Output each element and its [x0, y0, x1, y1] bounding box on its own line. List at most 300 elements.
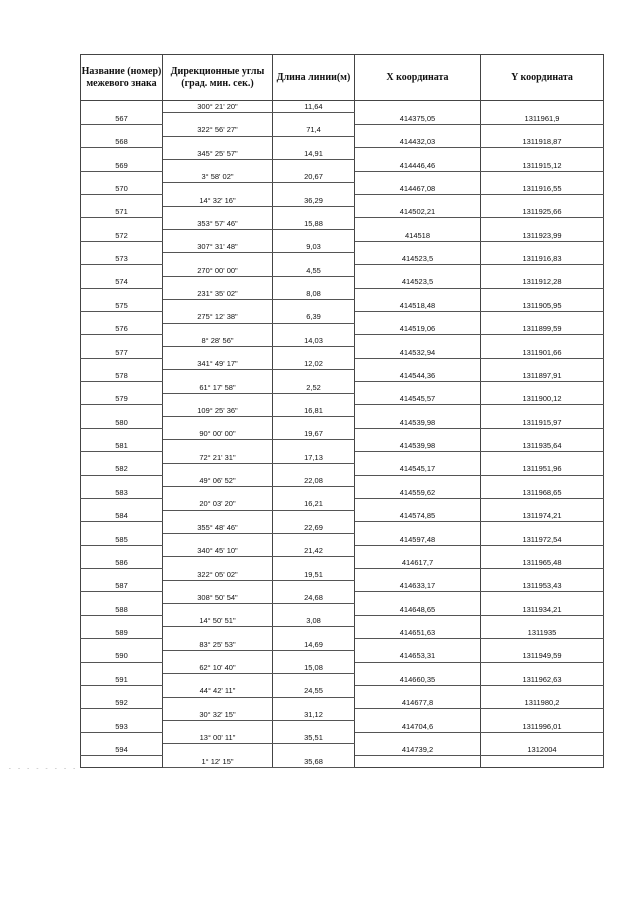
line-length-cell: 24,55 — [273, 685, 355, 697]
mark-name-cell: 587 — [81, 580, 163, 592]
segment-row — [81, 615, 604, 627]
segment-row — [81, 639, 604, 651]
mark-name-cell — [81, 405, 163, 417]
x-coordinate-cell: 414523,5 — [355, 253, 481, 265]
x-coordinate-cell: 414704,6 — [355, 720, 481, 732]
line-length-cell — [273, 276, 355, 288]
line-length-cell — [273, 697, 355, 709]
direction-angle-cell — [163, 650, 273, 662]
y-coordinate-cell — [481, 241, 604, 253]
x-coordinate-cell: 414446,46 — [355, 159, 481, 171]
mark-name-cell — [81, 288, 163, 300]
line-length-cell: 35,68 — [273, 756, 355, 768]
direction-angle-cell — [163, 580, 273, 592]
mark-name-cell: 572 — [81, 230, 163, 242]
y-coordinate-cell: 1311934,21 — [481, 604, 604, 616]
y-coordinate-cell: 1311915,12 — [481, 159, 604, 171]
x-coordinate-cell: 414539,98 — [355, 417, 481, 429]
mark-name-cell — [81, 124, 163, 136]
y-coordinate-cell — [481, 195, 604, 207]
segment-row — [81, 358, 604, 370]
x-coordinate-cell: 414617,7 — [355, 557, 481, 569]
y-coordinate-cell — [481, 382, 604, 394]
direction-angle-cell: 322° 05' 02" — [163, 569, 273, 581]
line-length-cell: 14,69 — [273, 639, 355, 651]
direction-angle-cell — [163, 697, 273, 709]
segment-row — [81, 545, 604, 557]
segment-row — [81, 498, 604, 510]
x-coordinate-cell — [355, 124, 481, 136]
direction-angle-cell — [163, 113, 273, 125]
direction-angle-cell — [163, 674, 273, 686]
mark-row — [81, 720, 604, 732]
line-length-cell: 20,67 — [273, 171, 355, 183]
y-coordinate-cell — [481, 522, 604, 534]
line-length-cell: 15,88 — [273, 218, 355, 230]
x-coordinate-cell: 414539,98 — [355, 440, 481, 452]
y-coordinate-cell — [481, 545, 604, 557]
line-length-cell — [273, 370, 355, 382]
mark-name-cell — [81, 475, 163, 487]
line-length-cell — [273, 183, 355, 195]
line-length-cell — [273, 463, 355, 475]
direction-angle-cell — [163, 136, 273, 148]
mark-row — [81, 323, 604, 335]
y-coordinate-cell: 1311897,91 — [481, 370, 604, 382]
mark-name-cell: 580 — [81, 417, 163, 429]
direction-angle-cell: 340° 45' 10" — [163, 545, 273, 557]
header-line-length: Длина линии(м) — [273, 55, 355, 101]
line-length-cell — [273, 674, 355, 686]
y-coordinate-cell — [481, 405, 604, 417]
x-coordinate-cell: 414518 — [355, 230, 481, 242]
direction-angle-cell: 307° 31' 48" — [163, 241, 273, 253]
line-length-cell: 19,67 — [273, 428, 355, 440]
line-length-cell: 17,13 — [273, 452, 355, 464]
mark-name-cell — [81, 382, 163, 394]
mark-name-cell: 579 — [81, 393, 163, 405]
mark-name-cell: 567 — [81, 113, 163, 125]
line-length-cell: 12,02 — [273, 358, 355, 370]
x-coordinate-cell: 414502,21 — [355, 206, 481, 218]
table-body — [81, 101, 604, 768]
mark-row — [81, 697, 604, 709]
direction-angle-cell — [163, 744, 273, 756]
segment-row — [81, 405, 604, 417]
y-coordinate-cell — [481, 475, 604, 487]
line-length-cell: 31,12 — [273, 709, 355, 721]
y-coordinate-cell — [481, 428, 604, 440]
line-length-cell: 2,52 — [273, 382, 355, 394]
mark-row — [81, 206, 604, 218]
x-coordinate-cell: 414648,65 — [355, 604, 481, 616]
y-coordinate-cell: 1311968,65 — [481, 487, 604, 499]
y-coordinate-cell: 1311918,87 — [481, 136, 604, 148]
mark-name-cell — [81, 498, 163, 510]
segment-row — [81, 124, 604, 136]
line-length-cell: 8,08 — [273, 288, 355, 300]
x-coordinate-cell: 414518,48 — [355, 300, 481, 312]
y-coordinate-cell — [481, 732, 604, 744]
line-length-cell: 22,69 — [273, 522, 355, 534]
direction-angle-cell — [163, 323, 273, 335]
y-coordinate-cell — [481, 218, 604, 230]
direction-angle-cell — [163, 230, 273, 242]
mark-name-cell — [81, 195, 163, 207]
header-y-coordinate: Y координата — [481, 55, 604, 101]
segment-row — [81, 148, 604, 160]
direction-angle-cell: 322° 56' 27" — [163, 124, 273, 136]
segment-row — [81, 218, 604, 230]
x-coordinate-cell — [355, 498, 481, 510]
mark-name-cell: 590 — [81, 650, 163, 662]
mark-name-cell: 578 — [81, 370, 163, 382]
line-length-cell — [273, 720, 355, 732]
mark-name-cell: 568 — [81, 136, 163, 148]
mark-name-cell — [81, 545, 163, 557]
segment-row — [81, 685, 604, 697]
y-coordinate-cell — [481, 639, 604, 651]
line-length-cell: 3,08 — [273, 615, 355, 627]
direction-angle-cell: 231° 35' 02" — [163, 288, 273, 300]
mark-name-cell — [81, 358, 163, 370]
x-coordinate-cell — [355, 265, 481, 277]
x-coordinate-cell: 414432,03 — [355, 136, 481, 148]
y-coordinate-cell: 1311949,59 — [481, 650, 604, 662]
x-coordinate-cell — [355, 195, 481, 207]
line-length-cell: 11,64 — [273, 101, 355, 113]
mark-row — [81, 370, 604, 382]
y-coordinate-cell: 1311923,99 — [481, 230, 604, 242]
segment-row — [81, 756, 604, 768]
x-coordinate-cell: 414519,06 — [355, 323, 481, 335]
mark-name-cell — [81, 101, 163, 113]
mark-name-cell: 585 — [81, 533, 163, 545]
line-length-cell: 15,08 — [273, 662, 355, 674]
y-coordinate-cell: 1312004 — [481, 744, 604, 756]
direction-angle-cell: 275° 12' 38" — [163, 311, 273, 323]
line-length-cell — [273, 510, 355, 522]
x-coordinate-cell: 414545,17 — [355, 463, 481, 475]
segment-row — [81, 382, 604, 394]
line-length-cell: 21,42 — [273, 545, 355, 557]
y-coordinate-cell: 1311935,64 — [481, 440, 604, 452]
mark-name-cell: 569 — [81, 159, 163, 171]
mark-name-cell: 589 — [81, 627, 163, 639]
y-coordinate-cell: 1311912,28 — [481, 276, 604, 288]
mark-row — [81, 650, 604, 662]
y-coordinate-cell: 1311916,83 — [481, 253, 604, 265]
x-coordinate-cell: 414375,05 — [355, 113, 481, 125]
segment-row — [81, 662, 604, 674]
line-length-cell — [273, 113, 355, 125]
y-coordinate-cell: 1311974,21 — [481, 510, 604, 522]
x-coordinate-cell — [355, 452, 481, 464]
mark-name-cell: 586 — [81, 557, 163, 569]
mark-row — [81, 440, 604, 452]
direction-angle-cell: 8° 28' 56" — [163, 335, 273, 347]
x-coordinate-cell — [355, 288, 481, 300]
line-length-cell: 19,51 — [273, 569, 355, 581]
mark-name-cell — [81, 311, 163, 323]
direction-angle-cell: 355° 48' 46" — [163, 522, 273, 534]
y-coordinate-cell — [481, 569, 604, 581]
x-coordinate-cell — [355, 241, 481, 253]
line-length-cell — [273, 650, 355, 662]
direction-angle-cell: 62° 10' 40" — [163, 662, 273, 674]
mark-name-cell: 581 — [81, 440, 163, 452]
y-coordinate-cell — [481, 148, 604, 160]
x-coordinate-cell — [355, 662, 481, 674]
y-coordinate-cell: 1311925,66 — [481, 206, 604, 218]
mark-row — [81, 487, 604, 499]
segment-row — [81, 475, 604, 487]
mark-row — [81, 627, 604, 639]
y-coordinate-cell — [481, 452, 604, 464]
x-coordinate-cell — [355, 545, 481, 557]
y-coordinate-cell — [481, 685, 604, 697]
line-length-cell — [273, 159, 355, 171]
mark-name-cell — [81, 639, 163, 651]
mark-row — [81, 393, 604, 405]
y-coordinate-cell — [481, 592, 604, 604]
line-length-cell: 9,03 — [273, 241, 355, 253]
mark-name-cell — [81, 148, 163, 160]
header-mark-name: Название (номер) межевого знака — [81, 55, 163, 101]
direction-angle-cell: 61° 17' 58" — [163, 382, 273, 394]
x-coordinate-cell — [355, 475, 481, 487]
mark-row — [81, 159, 604, 171]
x-coordinate-cell — [355, 592, 481, 604]
line-length-cell — [273, 440, 355, 452]
direction-angle-cell — [163, 300, 273, 312]
line-length-cell — [273, 627, 355, 639]
direction-angle-cell: 72° 21' 31" — [163, 452, 273, 464]
y-coordinate-cell — [481, 265, 604, 277]
mark-row — [81, 604, 604, 616]
mark-row — [81, 744, 604, 756]
mark-name-cell — [81, 685, 163, 697]
y-coordinate-cell: 1311962,63 — [481, 674, 604, 686]
x-coordinate-cell: 414559,62 — [355, 487, 481, 499]
direction-angle-cell: 14° 50' 51" — [163, 615, 273, 627]
direction-angle-cell: 308° 50' 54" — [163, 592, 273, 604]
line-length-cell: 16,81 — [273, 405, 355, 417]
line-length-cell — [273, 300, 355, 312]
mark-row — [81, 136, 604, 148]
x-coordinate-cell — [355, 335, 481, 347]
line-length-cell — [273, 206, 355, 218]
mark-name-cell: 573 — [81, 253, 163, 265]
mark-name-cell — [81, 662, 163, 674]
line-length-cell — [273, 487, 355, 499]
segment-row — [81, 592, 604, 604]
direction-angle-cell — [163, 440, 273, 452]
mark-name-cell — [81, 569, 163, 581]
direction-angle-cell — [163, 253, 273, 265]
y-coordinate-cell — [481, 709, 604, 721]
y-coordinate-cell: 1311901,66 — [481, 346, 604, 358]
line-length-cell — [273, 744, 355, 756]
y-coordinate-cell: 1311961,9 — [481, 113, 604, 125]
mark-name-cell: 591 — [81, 674, 163, 686]
direction-angle-cell: 353° 57' 46" — [163, 218, 273, 230]
mark-name-cell — [81, 709, 163, 721]
y-coordinate-cell — [481, 124, 604, 136]
x-coordinate-cell: 414653,31 — [355, 650, 481, 662]
direction-angle-cell — [163, 604, 273, 616]
direction-angle-cell — [163, 276, 273, 288]
mark-name-cell: 571 — [81, 206, 163, 218]
mark-name-cell: 594 — [81, 744, 163, 756]
segment-row — [81, 452, 604, 464]
x-coordinate-cell — [355, 428, 481, 440]
mark-name-cell — [81, 218, 163, 230]
line-length-cell — [273, 604, 355, 616]
x-coordinate-cell: 414523,5 — [355, 276, 481, 288]
line-length-cell — [273, 533, 355, 545]
x-coordinate-cell — [355, 756, 481, 768]
direction-angle-cell: 341° 49' 17" — [163, 358, 273, 370]
x-coordinate-cell: 414597,48 — [355, 533, 481, 545]
scan-margin-mark: - - - - - - - - — [8, 765, 78, 772]
mark-name-cell — [81, 522, 163, 534]
y-coordinate-cell — [481, 171, 604, 183]
direction-angle-cell — [163, 487, 273, 499]
y-coordinate-cell: 1311905,95 — [481, 300, 604, 312]
y-coordinate-cell — [481, 335, 604, 347]
direction-angle-cell — [163, 463, 273, 475]
y-coordinate-cell: 1311935 — [481, 627, 604, 639]
mark-row — [81, 463, 604, 475]
x-coordinate-cell: 414633,17 — [355, 580, 481, 592]
mark-name-cell — [81, 265, 163, 277]
line-length-cell — [273, 393, 355, 405]
table-header-row — [81, 55, 604, 101]
mark-name-cell — [81, 615, 163, 627]
x-coordinate-cell — [355, 522, 481, 534]
x-coordinate-cell: 414544,36 — [355, 370, 481, 382]
segment-row — [81, 428, 604, 440]
mark-name-cell — [81, 241, 163, 253]
direction-angle-cell — [163, 393, 273, 405]
y-coordinate-cell: 1311996,01 — [481, 720, 604, 732]
line-length-cell: 36,29 — [273, 195, 355, 207]
direction-angle-cell: 1° 12' 15" — [163, 756, 273, 768]
y-coordinate-cell — [481, 288, 604, 300]
mark-name-cell: 584 — [81, 510, 163, 522]
y-coordinate-cell — [481, 101, 604, 113]
direction-angle-cell: 20° 03' 20" — [163, 498, 273, 510]
mark-name-cell: 570 — [81, 183, 163, 195]
x-coordinate-cell: 414660,35 — [355, 674, 481, 686]
line-length-cell — [273, 580, 355, 592]
segment-row — [81, 195, 604, 207]
segment-row — [81, 569, 604, 581]
boundary-marks-table-sheet — [80, 54, 603, 768]
y-coordinate-cell: 1311972,54 — [481, 533, 604, 545]
line-length-cell — [273, 417, 355, 429]
y-coordinate-cell: 1311900,12 — [481, 393, 604, 405]
x-coordinate-cell — [355, 218, 481, 230]
direction-angle-cell: 14° 32' 16" — [163, 195, 273, 207]
mark-row — [81, 557, 604, 569]
mark-name-cell: 576 — [81, 323, 163, 335]
line-length-cell: 16,21 — [273, 498, 355, 510]
segment-row — [81, 732, 604, 744]
x-coordinate-cell: 414545,57 — [355, 393, 481, 405]
mark-name-cell: 575 — [81, 300, 163, 312]
direction-angle-cell: 44° 42' 11" — [163, 685, 273, 697]
mark-name-cell — [81, 756, 163, 768]
y-coordinate-cell — [481, 311, 604, 323]
y-coordinate-cell — [481, 615, 604, 627]
y-coordinate-cell: 1311965,48 — [481, 557, 604, 569]
direction-angle-cell — [163, 533, 273, 545]
y-coordinate-cell: 1311916,55 — [481, 183, 604, 195]
mark-row — [81, 580, 604, 592]
direction-angle-cell — [163, 417, 273, 429]
y-coordinate-cell: 1311953,43 — [481, 580, 604, 592]
mark-name-cell: 592 — [81, 697, 163, 709]
mark-row — [81, 417, 604, 429]
direction-angle-cell — [163, 510, 273, 522]
segment-row — [81, 709, 604, 721]
x-coordinate-cell — [355, 732, 481, 744]
mark-name-cell — [81, 452, 163, 464]
y-coordinate-cell — [481, 662, 604, 674]
direction-angle-cell: 90° 00' 00" — [163, 428, 273, 440]
mark-row — [81, 113, 604, 125]
segment-row — [81, 311, 604, 323]
direction-angle-cell: 13° 00' 11" — [163, 732, 273, 744]
mark-row — [81, 674, 604, 686]
mark-row — [81, 533, 604, 545]
mark-name-cell: 588 — [81, 604, 163, 616]
y-coordinate-cell: 1311951,96 — [481, 463, 604, 475]
y-coordinate-cell — [481, 498, 604, 510]
x-coordinate-cell: 414574,85 — [355, 510, 481, 522]
direction-angle-cell — [163, 557, 273, 569]
line-length-cell: 71,4 — [273, 124, 355, 136]
line-length-cell — [273, 323, 355, 335]
segment-row — [81, 522, 604, 534]
x-coordinate-cell: 414739,2 — [355, 744, 481, 756]
line-length-cell: 4,55 — [273, 265, 355, 277]
y-coordinate-cell: 1311915,97 — [481, 417, 604, 429]
x-coordinate-cell — [355, 171, 481, 183]
mark-name-cell — [81, 592, 163, 604]
direction-angle-cell: 3° 58' 02" — [163, 171, 273, 183]
line-length-cell: 14,91 — [273, 148, 355, 160]
line-length-cell — [273, 557, 355, 569]
x-coordinate-cell — [355, 569, 481, 581]
header-direction-angles: Дирекционные углы (град. мин. сек.) — [163, 55, 273, 101]
direction-angle-cell: 109° 25' 36" — [163, 405, 273, 417]
x-coordinate-cell — [355, 685, 481, 697]
direction-angle-cell — [163, 370, 273, 382]
mark-name-cell — [81, 428, 163, 440]
direction-angle-cell — [163, 346, 273, 358]
mark-row — [81, 253, 604, 265]
direction-angle-cell — [163, 720, 273, 732]
line-length-cell: 14,03 — [273, 335, 355, 347]
mark-name-cell: 582 — [81, 463, 163, 475]
mark-name-cell: 583 — [81, 487, 163, 499]
line-length-cell: 6,39 — [273, 311, 355, 323]
line-length-cell: 24,68 — [273, 592, 355, 604]
x-coordinate-cell: 414651,63 — [355, 627, 481, 639]
